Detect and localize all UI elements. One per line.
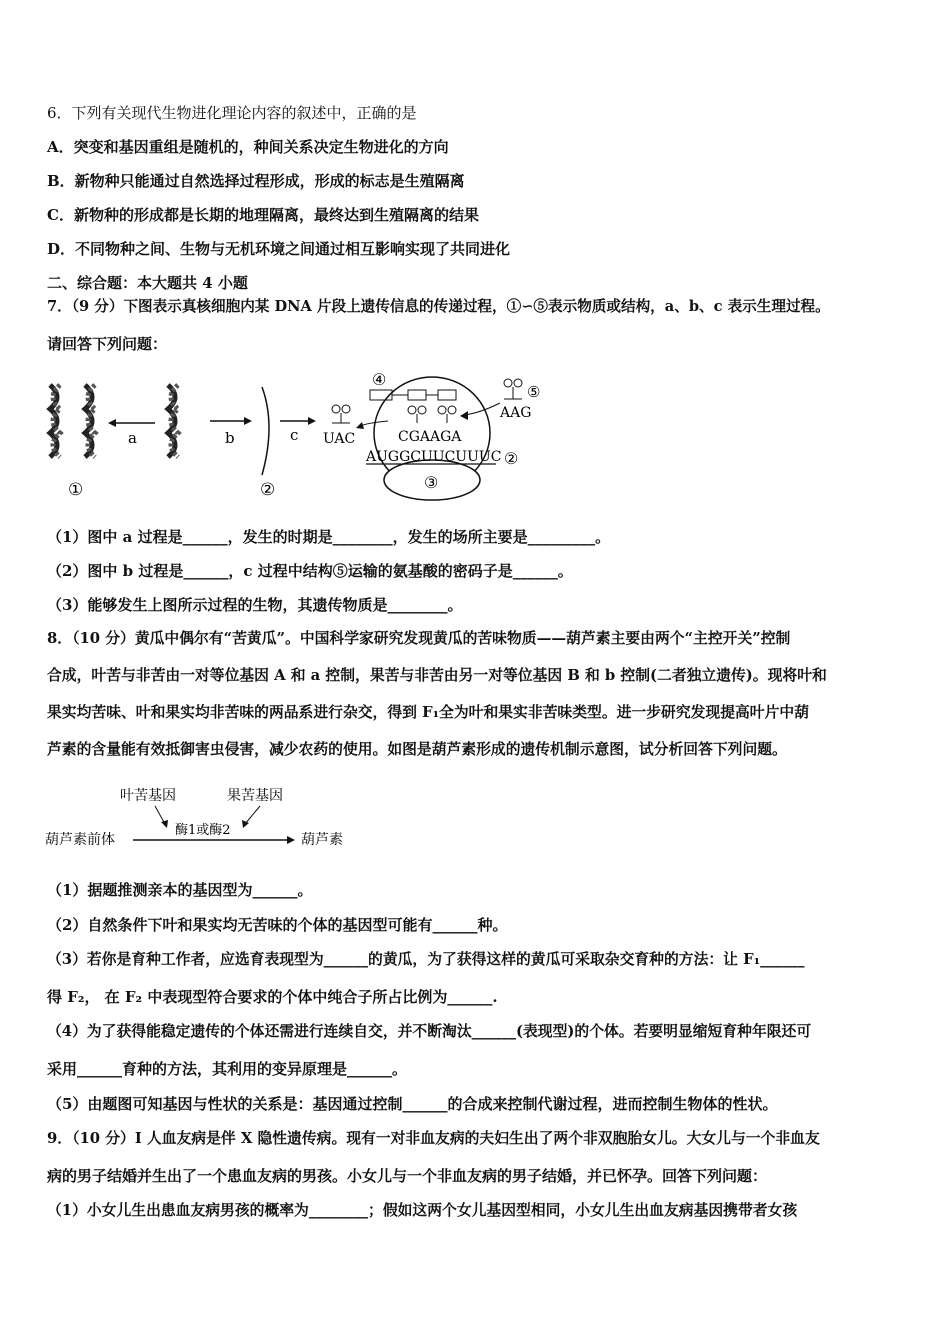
dna-helix-left-2	[85, 385, 95, 457]
anticodon-uac: UAC	[323, 431, 356, 447]
q9-sub-1: （1）小女儿生出患血友病男孩的概率为________；假如这两个女儿基因型相同，小女儿生出血友病基因携带者女孩	[47, 1202, 798, 1219]
q8-sub-4-cont: 采用______育种的方法，其利用的变异原理是______。	[47, 1060, 408, 1078]
q7-sub-2: （2）图中 b 过程是______，c 过程中结构⑤运输的氨基酸的密码子是______。	[47, 562, 573, 580]
label-1: ①	[68, 480, 84, 500]
label-2b: ②	[504, 449, 519, 468]
codons-cgaaga: CGAAGA	[398, 429, 462, 445]
q6-option-c: C．新物种的形成都是长期的地理隔离，最终达到生殖隔离的结果	[47, 206, 479, 224]
dna-helix-left-1	[50, 385, 60, 457]
anticodon-aag: AAG	[500, 405, 532, 421]
q6-option-d: D．不同物种之间、生物与无机环境之间通过相互影响实现了共同进化	[47, 240, 511, 258]
dna-helix-middle	[168, 385, 178, 457]
label-5: ⑤	[527, 383, 540, 401]
label-2: ②	[260, 480, 276, 500]
q8-sub-3: （3）若你是育种工作者，应选育表现型为______的黄瓜，为了获得这样的黄瓜可采取杂交育种的方法：让 F₁______	[47, 951, 805, 968]
leaf-gene-label: 叶苦基因	[120, 788, 176, 804]
q8-sub-5: （5）由题图可知基因与性状的关系是：基因通过控制______的合成来控制代谢过程，进而控制生物体的性状。	[47, 1095, 778, 1113]
q8-sub-4: （4）为了获得能稳定遗传的个体还需进行连续自交，并不断淘汰______(表现型)的个体。若要明显缩短育种年限还可	[47, 1023, 812, 1040]
mrna-strand	[262, 387, 269, 475]
trna-aag	[504, 379, 522, 399]
trna-bound	[408, 406, 456, 423]
label-c: c	[290, 426, 299, 444]
q8-stem-line3: 果实均苦味、叶和果实均非苦味的两品系进行杂交，得到 F₁全为叶和果实非苦味类型。进一步研究发现提高叶片中葫	[47, 704, 809, 721]
q8-stem-line2: 合成，叶苦与非苦由一对等位基因 A 和 a 控制，果苦与非苦由另一对等位基因 B 和 b 控制(二者独立遗传)。现将叶和	[47, 667, 827, 684]
q8-stem-line1: 8．（10 分）黄瓜中偶尔有“苦黄瓜”。中国科学家研究发现黄瓜的苦味物质——葫芦素主要由两个“主控开关”控制	[47, 630, 791, 647]
trna-uac	[332, 405, 350, 423]
q8-stem-line4: 芦素的含量能有效抵御害虫侵害，减少农药的使用。如图是葫芦素形成的遗传机制示意图，试分析回答下列问题。	[47, 741, 787, 758]
q6-stem: 6．下列有关现代生物进化理论内容的叙述中，正确的是	[47, 104, 417, 122]
q7-figure	[40, 365, 540, 505]
label-3: ③	[424, 473, 439, 492]
q8-sub-1: （1）据题推测亲本的基因型为______。	[47, 881, 313, 899]
enzyme-label: 酶1或酶2	[175, 823, 231, 838]
mrna-sequence: AUGGCUUCUUUC	[366, 449, 502, 465]
section-heading: 二、综合题：本大题共 4 小题	[47, 274, 248, 292]
q8-sub-3-cont: 得 F₂， 在 F₂ 中表现型符合要求的个体中纯合子所占比例为______.	[47, 988, 498, 1006]
q9-stem-line2: 病的男子结婚并生出了一个患血友病的男孩。小女儿与一个非血友病的男子结婚，并已怀孕。回答下列问题：	[47, 1167, 768, 1185]
q6-option-b: B．新物种只能通过自然选择过程形成，形成的标志是生殖隔离	[47, 172, 465, 190]
precursor-label: 葫芦素前体	[45, 832, 115, 848]
fruit-gene-label: 果苦基因	[227, 788, 283, 804]
q8-figure	[45, 780, 375, 855]
q7-sub-3: （3）能够发生上图所示过程的生物，其遗传物质是________。	[47, 596, 463, 614]
q7-stem-line1: 7．（9 分）下图表示真核细胞内某 DNA 片段上遗传信息的传递过程，①∽⑤表示物质或结构，a、b、c 表示生理过程。	[47, 298, 830, 315]
product-label: 葫芦素	[301, 832, 343, 848]
amino-acid-box	[438, 390, 456, 400]
q7-sub-1: （1）图中 a 过程是______，发生的时期是________，发生的场所主要是_________。	[47, 528, 611, 546]
label-4: ④	[372, 370, 387, 389]
q9-stem-line1: 9．（10 分）I 人血友病是伴 X 隐性遗传病。现有一对非血友病的夫妇生出了两个非双胞胎女儿。大女儿与一个非血友	[47, 1130, 820, 1147]
label-b: b	[225, 429, 235, 447]
q7-stem-line2: 请回答下列问题：	[47, 335, 168, 353]
q6-option-a: A．突变和基因重组是随机的，种间关系决定生物进化的方向	[47, 138, 449, 156]
label-a: a	[128, 429, 137, 447]
amino-acid-box	[408, 390, 426, 400]
q8-sub-2: （2）自然条件下叶和果实均无苦味的个体的基因型可能有______种。	[47, 916, 508, 934]
